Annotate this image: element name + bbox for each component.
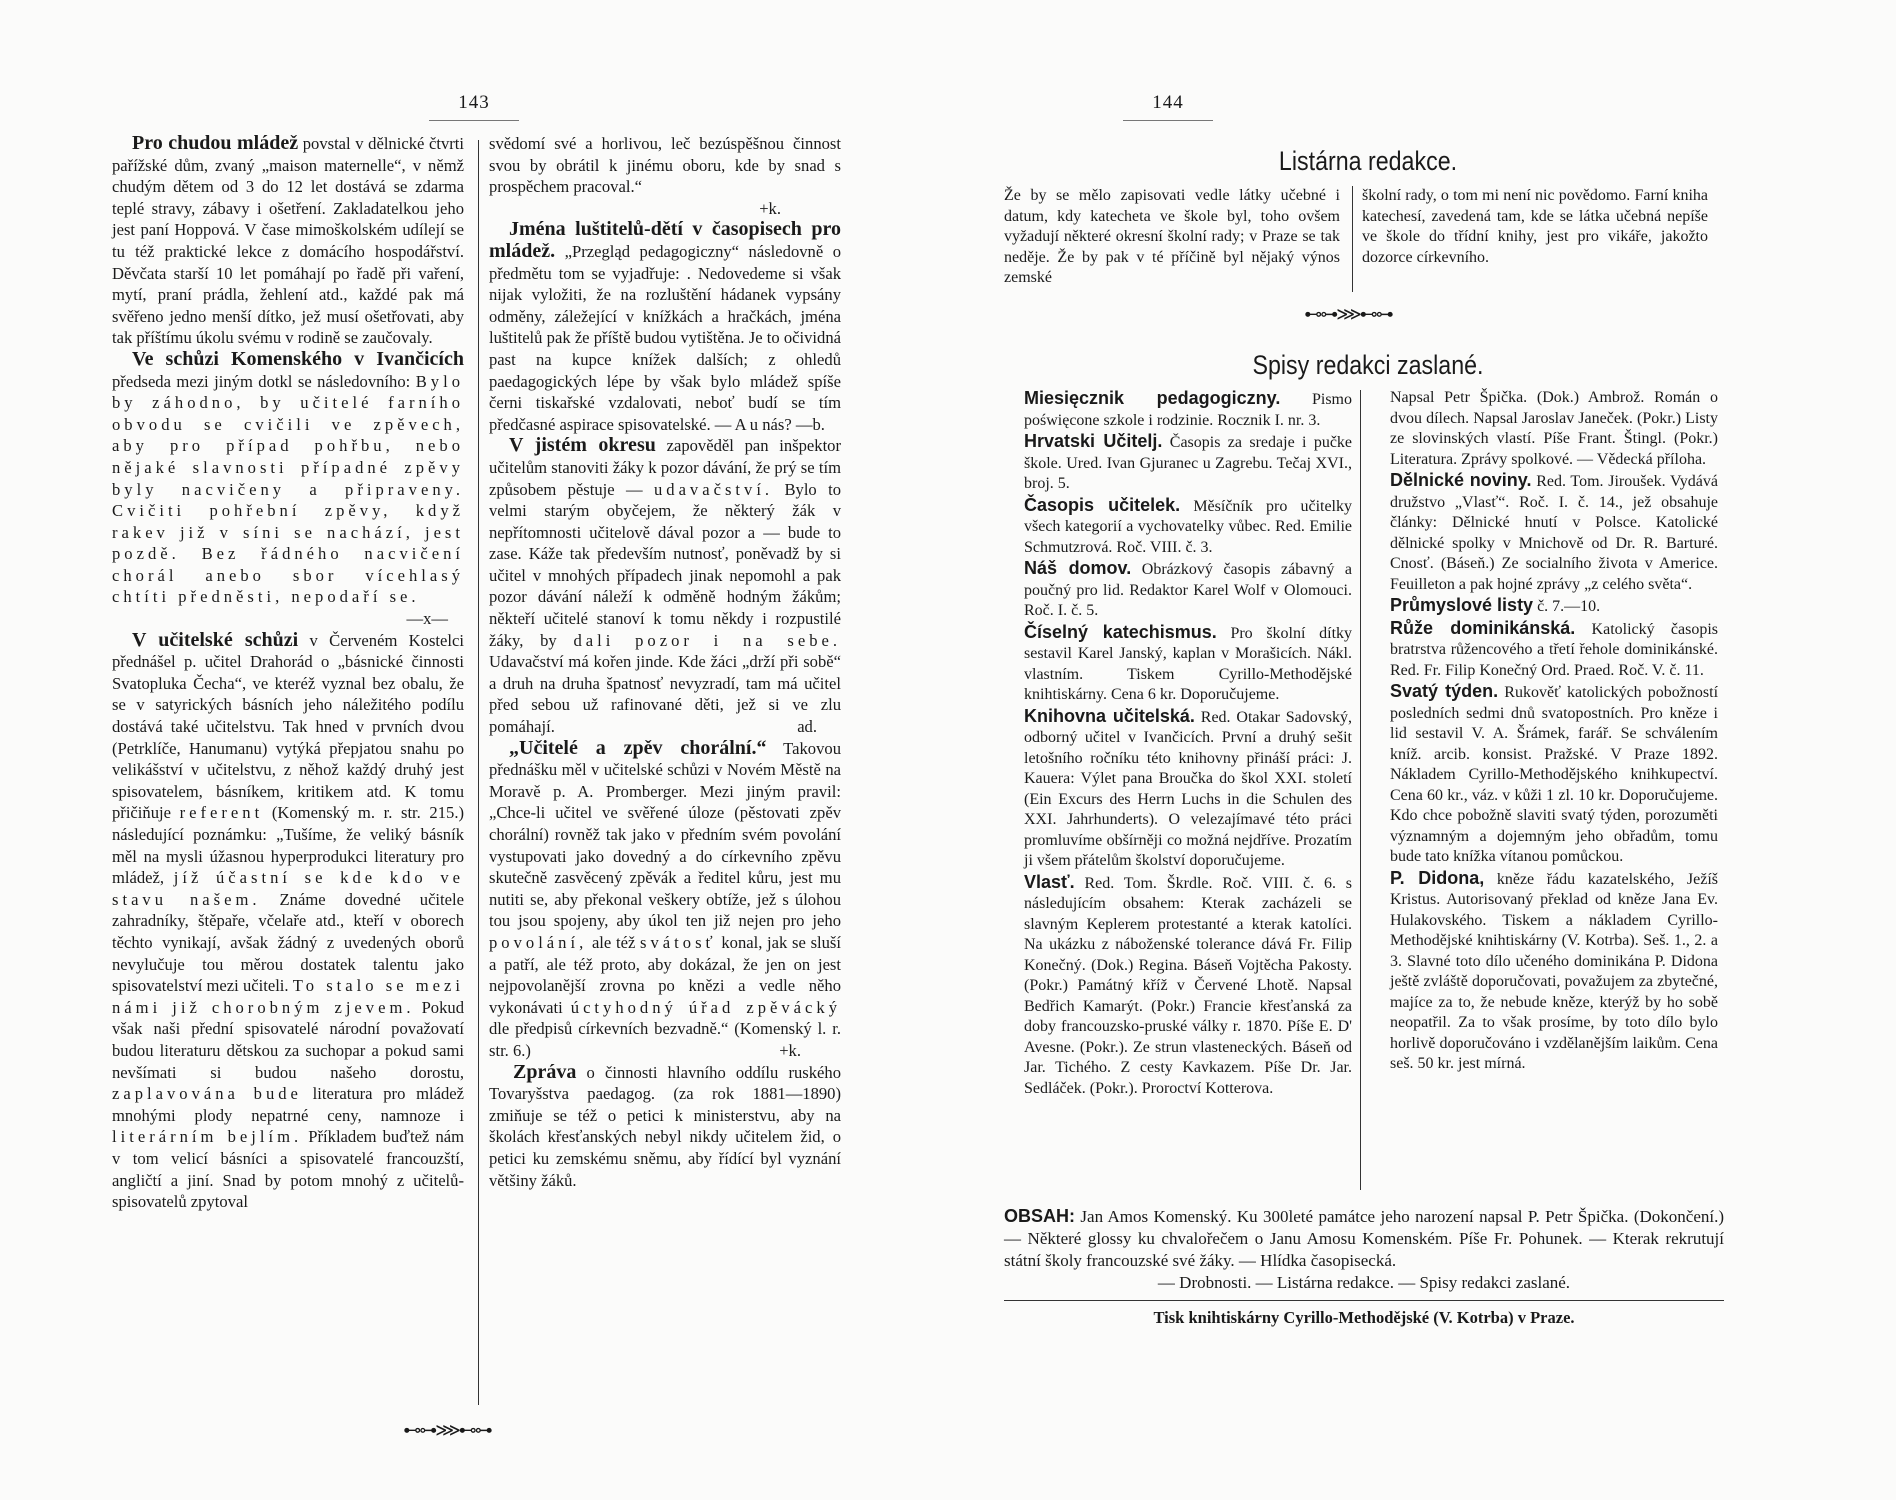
publication-description: Red. Tom. Škrdle. Roč. VIII. č. 6. s následujícím obsahem: Kterak zacházeli se slavným Keplerem protestanté a kterak katolíci. Na ukázku z náboženské tolerance dává Fr. Filip Konečný. (Dok.) Regina. Báseň Vojtěcha Pakosty. (Pokr.) Památný kříž v Červené Lhotě. Napsal Bedřich Kamarýt. (Pokr.) Francie křesťanská za doby francouzsko-pruské války r. 1870. Píše E. D' Avesne. (Pokr.). Ze strun vlasteneckých. Báseň od Jar. Tichého. Z cesty Kavkazem. Píše Dr. Jar. Sedláček. (Pokr.). Proroctví Kotterova. xyxy=(1024,874,1352,1097)
article-heading: Pro chudou mládež xyxy=(132,132,299,154)
publication-entry xyxy=(1372,470,1718,595)
spisy-right-column xyxy=(1372,388,1718,1075)
signature: ad. xyxy=(797,717,817,737)
article-text: ale též xyxy=(591,932,636,952)
publication-entry xyxy=(1006,872,1352,1100)
publication-title: Průmyslové listy xyxy=(1390,595,1534,615)
page-number: 144 xyxy=(1152,92,1184,113)
publication-title: Růže dominikánská. xyxy=(1390,617,1576,638)
publication-title: Knihovna učitelská. xyxy=(1024,705,1195,726)
publication-entry xyxy=(1006,495,1352,559)
article-jmena-lustitelu xyxy=(489,219,841,435)
article-ucitele-zpev xyxy=(489,738,841,1062)
publication-entry xyxy=(1372,388,1718,470)
article-text: Takovou přednášku měl v učitelské schůzi v Novém Městě na Moravě p. A. Promberger. Mezi jiným pravil: „Chce-li učitel ve svěřené úloze (pěstovati zpěv chorální) rovněž tak jako v předním svém povolání vystupovati jako dovedný a do církevního zpěvu skutečně zasvěcený zpěvák a ředitel kůru, jest mu nutiti se, aby překonal veškery obtíže, jež s úlohou tou jsou spojeny, aby úkol ten již nejen pro jeho xyxy=(489,738,841,931)
article-jistem-okresu xyxy=(489,435,841,737)
publication-description: Red. Otakar Sadovský, odborný učitel v Ivančicích. První a druhý sešit letošního ročníku této knihovny přináší práci: J. Kauera: Výlet pana Broučka do škol XXI. století (Ein Excurs des Herrn Luchs in die Schulen des XXI. Jahrhunderts). O velezajímavé této práci promluvíme obšírněji co možná nejdříve. Prozatím ji všem přátelům školství doporučujeme. xyxy=(1024,708,1352,869)
publication-description: č. 7.—10. xyxy=(1537,598,1601,615)
article-text: Bylo to velmi starým obyčejem, že některý žák v nepřítomnosti učitelově dával pozor a — bude to zase. Káže tak především nutnosť, poněvadž by si učitel v mnohých případech jinak nepomohl a pak pozor dávání náleží k odměně hodným žákům; někteří učitelé stanoví k tomu někdy i rozpustilé žáky, by xyxy=(489,479,841,650)
article-text: o činnosti hlavního oddílu ruského Tovaryšstva paedagog. (za rok 1881—1890) zmiňuje se též o petici k ministerstvu, aby na školách křesťanských nebyl nikdy učitelem žid, o petici ku zemskému sněmu, aby řídící byl vyznání většiny žáků. xyxy=(489,1062,842,1190)
page-number-rule xyxy=(1123,120,1213,121)
article-chuda-mladez xyxy=(112,133,464,349)
ornament-fleuron: ⊷⊶⋙⊷⊶ xyxy=(1304,304,1392,324)
article-text-spaced: dali pozor i na sebe. xyxy=(573,630,842,650)
article-text: povstal v dělnické čtvrti pařížské dům, zvaný „maison maternelle“, v němž chudým dětem od 3 do 12 let dostává se zdarma teplé stravy, zábavy i ošetření. Zakladatelkou jeho jest paní Hoppová. V čase mimoškolském udílejí se tu též praktické lekce z domácího hospodářství. Děvčata starší 10 let pomáhají po řadě při vaření, mytí, praní prádla, žehlení atd., každé pak má svěřeno jedno menší dítko, jež musí ošetřovati, aby tak příštímu úkolu svému v rodině se zaučovaly. xyxy=(112,134,464,348)
column-divider xyxy=(478,140,479,1405)
signature: —x— xyxy=(406,609,448,629)
publication-title: Časopis učitelek. xyxy=(1024,494,1181,515)
article-text-spaced: jíž účastní se kde kdo ve stavu našem. xyxy=(112,868,464,909)
publication-entry xyxy=(1006,706,1352,872)
imprint-rule xyxy=(1004,1300,1724,1301)
publication-description: Časopis za sredaje i pučke škole. Ured. Ivan Gjuranec u Zagrebu. Tečaj XVI., broj. 5. xyxy=(1024,434,1353,492)
publication-title: Dělnické noviny. xyxy=(1390,470,1532,490)
article-text: Udavačství má kořen jinde. Kde žáci „drží při sobě“ a druh na druha špatnosť nevyzradí, tam má učitel před sebou už rafinované děti, jež si ve zlu pomáhají. xyxy=(489,652,841,737)
obsah-label: OBSAH: xyxy=(1004,1206,1075,1226)
publication-description: Red. Tom. Jiroušek. Vydává družstvo „Vlasť“. Roč. I. č. 14., jež obsahuje články: Dělnické hnutí v Polsce. Katolické dělnické spolky v Mnichově od Dr. R. Barturé. Cnosť. (Báseň.) Ze socialního života v Americe. Feuilleton a pak hojné zprávy „z celého světa“. xyxy=(1390,473,1718,593)
article-text: (Komenský m. r. str. 215.) následující poznámku: „Tušíme, že veliký básník měl na mysli úžasnou hyperprodukci literatury pro mládež, xyxy=(112,803,465,888)
article-text: konal, jak se sluší a patří, ale též proto, aby dokázal, že jen on jest nejpovolanější zrovna po knězi a vedle něho vykonávati xyxy=(489,932,841,1017)
article-ivancice xyxy=(112,347,464,629)
article-heading: Ve schůzi Komenského v Ivančicích xyxy=(132,347,464,370)
signature: +k. xyxy=(779,1040,801,1060)
article-text: Pokud však naši přední spisovatelé národní považovatí budou literaturu dětskou za suchopar a pokud sami nevšímati si budou našeho dorostu, xyxy=(112,997,464,1082)
article-heading: V učitelské schůzi xyxy=(132,628,299,651)
article-text: svědomí své a horlivou, leč bezúspěšnou činnost svou by obrátil k jinému oboru, kde by snad s prospěchem pracoval.“ xyxy=(489,134,841,197)
publication-description: Pismo poświęcone szkole i rodzinie. Rocznik I. nr. 3. xyxy=(1024,391,1352,429)
article-ucitelska-schuze xyxy=(112,630,464,1213)
column-divider xyxy=(1360,390,1361,1190)
article-text: „Przegląd pedagogiczny“ následovně o předmětu tom se vyjadřuje: . Nedovedeme si však nijak vyložiti, že na rozluštění hádanek vypsány odměny, záležející v knížkách a hračkách, jména luštitelů pak že příště budou vytištěna. Je to očividná past na kupce knížek dalších; z ohledů paedagogických lépe by však bylo mládež spíše černi tiskařské vzdalovati, neboť budí se tím předčasné aspirace spisovatelské. — A u nás? xyxy=(489,241,841,434)
page-number-rule xyxy=(429,120,519,121)
publication-title: Miesięcznik pedagogiczny. xyxy=(1024,388,1281,408)
publication-entry xyxy=(1372,618,1718,682)
publication-description: kněze řádu kazatelského, Ježíš Kristus. Autorisovaný překlad od kněze Jana Ev. Hulakovského. Tiskem a nákladem Cyrillo-Methodějské knihtiskárny (V. Kotrba). Seš. 1., 2. a 3. Slavné toto dílo učeného dominikána P. Didona ještě zvláště doporučovati, považujem za zbytečné, majíce za to, že nebude kněze, kterýž by ho sobě neopatřil. Za to však prosíme, by toto dílo bylo horlivě doporučováno i vzdělanějším laikům. Cena seš. 50 kr. jest mírná. xyxy=(1390,870,1719,1072)
article-heading: Zpráva xyxy=(513,1060,577,1083)
article-text-spaced: referent xyxy=(179,803,264,823)
left-column-1 xyxy=(112,133,464,1213)
left-column-2 xyxy=(489,133,841,1191)
article-text-spaced: To stalo se mezi námi již chorobným zjevem. xyxy=(112,976,464,1017)
obsah-text-end: — Drobnosti. — Listárna redakce. — Spisy redakci zaslané. xyxy=(1157,1273,1571,1292)
article-text-spaced: povolání, xyxy=(489,932,588,952)
publication-entry xyxy=(1006,388,1352,431)
publication-entry xyxy=(1372,595,1718,618)
column-divider xyxy=(1352,186,1353,292)
signature: +k. xyxy=(759,198,781,218)
article-zprava xyxy=(489,1062,841,1192)
printer-imprint: Tisk knihtiskárny Cyrillo-Methodějské (V. Kotrba) v Praze. xyxy=(1153,1308,1575,1327)
article-text: zapověděl pan inšpektor učitelům stanoviti žáky k pozor dávání, že prý se tím způsobem pěstuje — xyxy=(489,436,842,499)
publication-description: Katolický časopis bratrstva růžencového a třetí řehole dominikánské. Red. Fr. Filip Konečný Ord. Praed. Roč. V. č. 11. xyxy=(1390,620,1718,679)
obsah-text: Jan Amos Komenský. Ku 300leté památce jeho narození napsal P. Petr Špička. (Dokončení.) — Některé glossy ku chvalořečem o Janu Amosu Komenském. Píše Fr. Pohunek. — Kterak rekrutují státní školy francouzské své žáky. — Hlídka časopisecká. xyxy=(1004,1207,1725,1270)
publication-title: Číselný katechismus. xyxy=(1024,621,1217,642)
article-heading: „Učitelé a zpěv chorální.“ xyxy=(509,736,767,759)
publication-description: Napsal Petr Špička. (Dok.) Ambrož. Román o dvou dílech. Napsal Jaroslav Janeček. (Pokr.) Listy ze slovinských vlastí. Píše Frant. Štingl. (Pokr.) Literatura. Zprávy spolkové. — Vědecká příloha. xyxy=(1390,389,1718,468)
ornament-fleuron: ⊷⊶⋙⊷⊶ xyxy=(403,1420,491,1440)
publication-description: Měsíčník pro učitelky všech kategorií a vychovatelky vůbec. Red. Emilie Schmutzrová. Roč. VIII. č. 3. xyxy=(1024,497,1352,556)
publication-title: Náš domov. xyxy=(1024,558,1132,578)
publication-title: Hrvatski Učitelj. xyxy=(1024,431,1163,451)
article-text: Příkladem buďtež nám v tom velicí básníci a spisovatelé francouzští, angličtí a jiní. Snad by potom mnohý z učitelů-spisovatelů zpytoval xyxy=(112,1127,465,1212)
publication-entry xyxy=(1006,622,1352,706)
page-number: 143 xyxy=(458,92,490,113)
publication-title: Vlasť. xyxy=(1024,871,1075,892)
article-text: Známe dovedné učitele zahradníky, štěpaře, včelaře atd., kteří v oborech těchto vynikají, avšak žádný z uvedených oborů nevylučuje tou měrou dostatek talentu jako spisovatelství mezi učiteli. xyxy=(112,889,464,996)
publication-entry xyxy=(1006,431,1352,495)
article-heading: Jména luštitelů-dětí v časopisech pro mládež. xyxy=(489,218,841,262)
listarna-left: Že by se mělo zapisovati vedle látky učebné i datum, kdy katecheta ve škole byl, toho ovšem vyžadují některé okresní školní rady; v Praze se tak neděje. Že by pak v té příčině byl nějaký výnos zemské xyxy=(1004,187,1340,286)
publication-description: Obrázkový časopis zábavný a poučný pro lid. Redaktor Karel Wolf v Olomouci. Roč. I. č. 5. xyxy=(1024,561,1353,619)
article-text-spaced: úctyhodný úřad zpěvácký xyxy=(570,997,841,1017)
section-title-listarna: Listárna redakce. xyxy=(1278,146,1458,176)
article-text: v Červeném Kostelci přednášel p. učitel Drahorád o „básnické činnosti Svatopluka Čecha“, ve kteréž vyznal bez obalu, že se v satyrických básních jeho náležitého podílu dostává také učitelstvu. Tak hned v prvních dvou (Petrklíče, Hanumanu) vytýká přepjatou snahu po velikášství v učitelstvu, z něhož každý druhý jest spisovatelem, básníkem, kritikem atd. K tomu přičiňuje xyxy=(112,630,464,823)
publication-entry xyxy=(1372,868,1718,1075)
article-text-spaced: svátosť xyxy=(640,932,717,952)
article-text: literatura pro mládež mnohými plody nepatrné ceny, namnoze i xyxy=(112,1084,465,1125)
article-text: dle předpisů církevních bezvadně.“ (Komenský l. r. str. 6.) xyxy=(489,1019,841,1060)
publication-entry xyxy=(1006,558,1352,622)
article-text-spaced: literárním bejlím. xyxy=(112,1127,303,1147)
publication-description: Rukověť katolických pobožností posledních sedmi dnů svatopostních. Pro kněze i lid sestavil V. A. Šrámek, farář. Se schválením kníž. arcib. konsist. Pražské. V Praze 1892. Nákladem Cyrillo-Methodějského knihkupectví. Cena 60 kr., váz. v kůži 1 zl. 10 kr. Doporučujeme. Kdo chce pobožně slaviti svatý týden, porozuměti významným a dojemným jeho obřadům, tomu bude tato knížka vítanou pomůckou. xyxy=(1390,684,1719,865)
article-text-spaced: zaplavována bude xyxy=(112,1084,302,1104)
article-heading: V jistém okresu xyxy=(509,434,656,457)
article-continuation xyxy=(489,133,841,219)
spisy-left-column xyxy=(1006,388,1352,1099)
publication-title: P. Didona, xyxy=(1390,867,1485,888)
article-text-spaced: Bylo by záhodno, by učitelé farního obvodu se cvičili ve zpěvech, aby pro případ pohřbu, nebo nějaké slavnosti případné zpěvy byly nacvičeny a připraveny. Cvičiti pohřební zpěvy, když rakev již v síni se nachází, jest pozdě. Bez řádného nacvičení chorál anebo sbor vícehlasý chtíti předněsti, nepodaří se. xyxy=(112,371,464,607)
table-of-contents xyxy=(1004,1205,1724,1294)
signature: —b. xyxy=(795,414,825,434)
publication-description: Pro školní dítky sestavil Karel Janský, kaplan v Morašicích. Nákl. vlastním. Tiskem Cyrillo-Methodějské knihtiskárny. Cena 6 kr. Doporučujeme. xyxy=(1024,624,1353,703)
publication-title: Svatý týden. xyxy=(1390,681,1499,701)
section-title-spisy: Spisy redakci zaslané. xyxy=(1252,350,1484,380)
listarna-right: školní rady, o tom mi není nic povědomo. Farní kniha katechesí, zavedená tam, kde se látka učebná nepíše ve škole do třídní knihy, jest pro vikáře, jakožto dozorce církevního. xyxy=(1362,187,1708,266)
right-page xyxy=(948,0,1896,1500)
publication-entry xyxy=(1372,681,1718,868)
article-text: předseda mezi jiným dotkl se následovního: xyxy=(112,371,411,391)
article-text-spaced: udavačství. xyxy=(653,479,774,499)
